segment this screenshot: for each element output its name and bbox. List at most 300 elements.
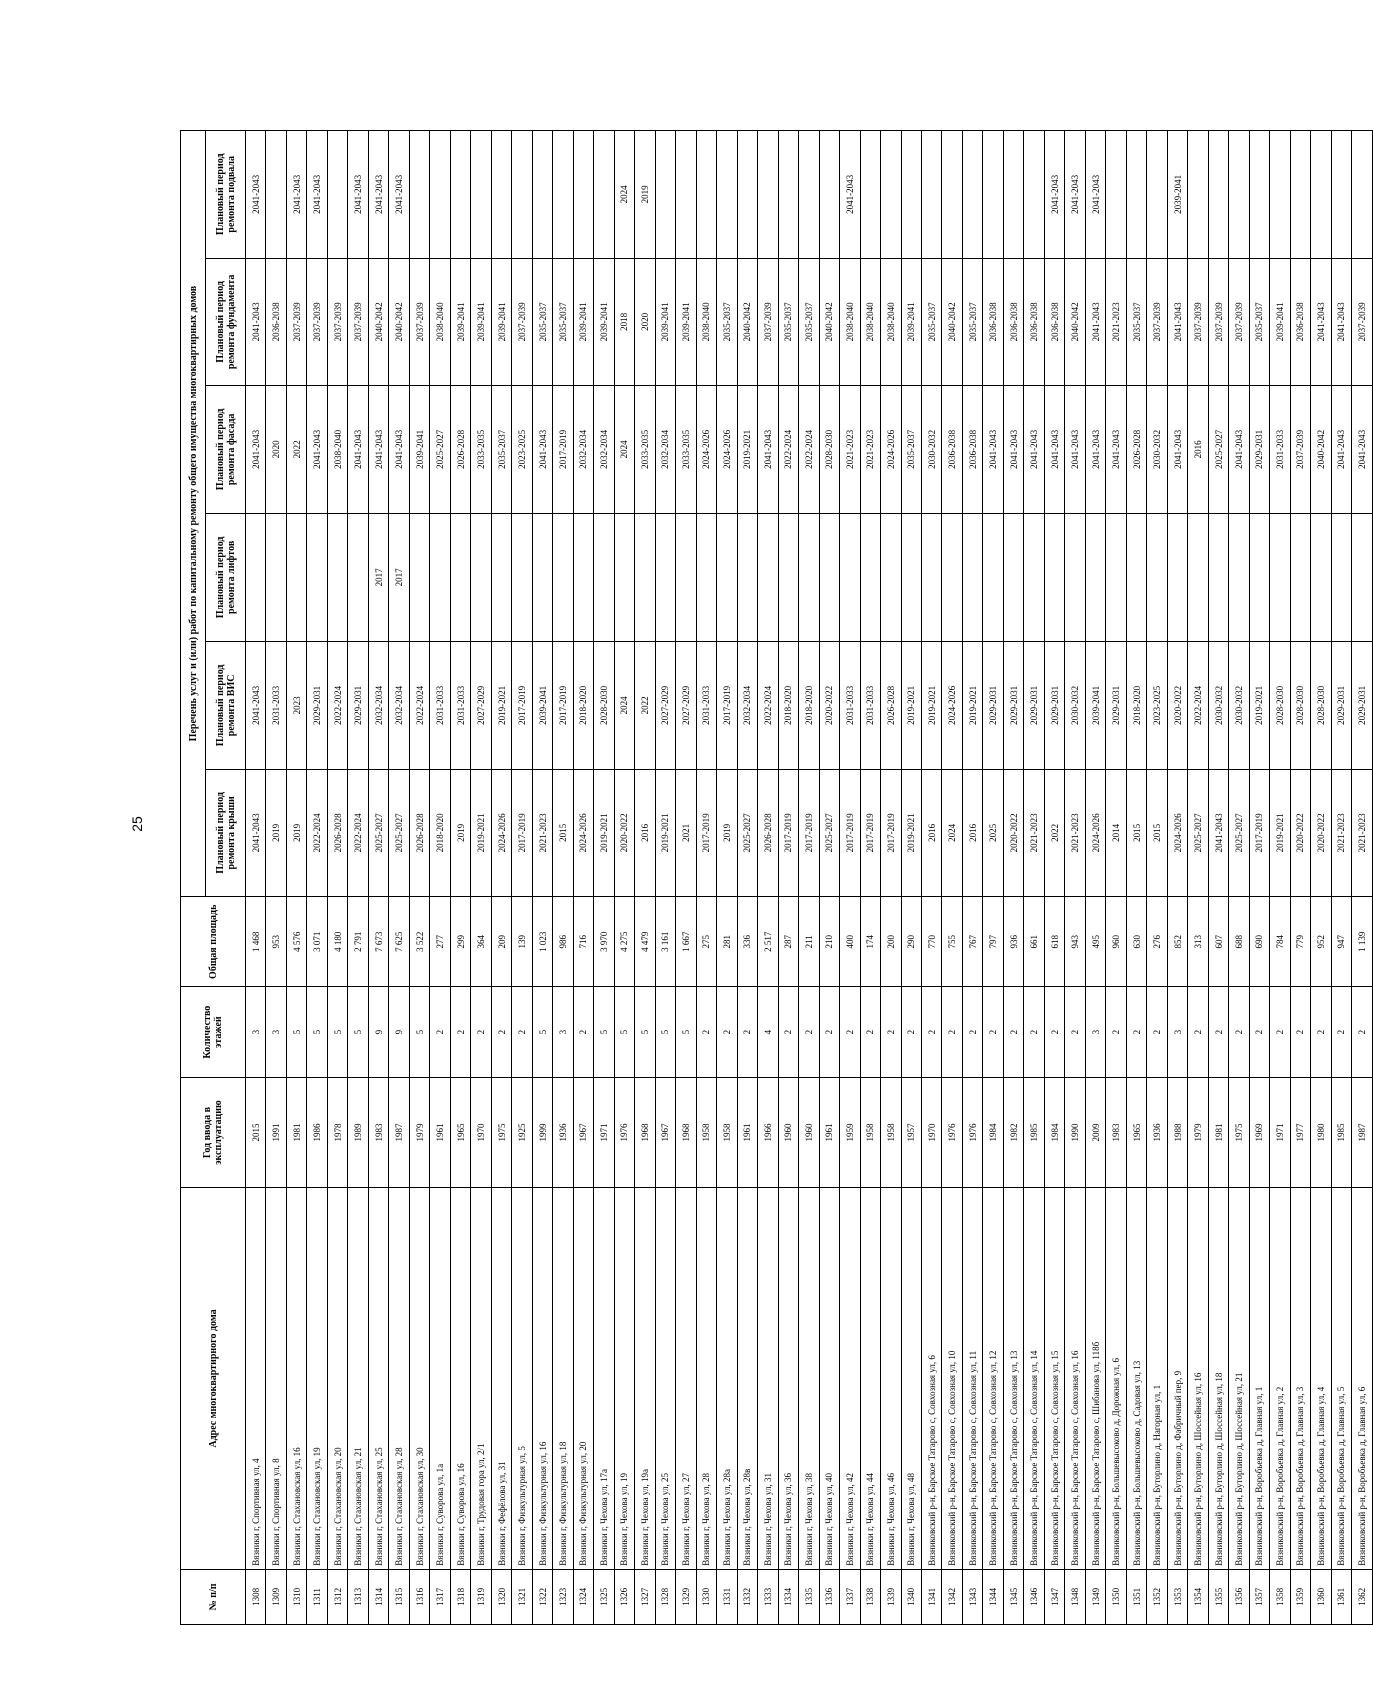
table-row xyxy=(286,131,306,1625)
row-lifts-period xyxy=(1126,513,1146,642)
row-facade-period: 2036-2038 xyxy=(942,386,962,514)
row-facade-period: 2041-2043 xyxy=(1085,386,1105,514)
header-floors: Количество этажей xyxy=(181,987,246,1077)
row-vis-period: 2031-2033 xyxy=(450,642,470,770)
row-number: 1358 xyxy=(1270,1569,1290,1624)
table-row xyxy=(696,131,716,1625)
row-address: Вязниковский р-н, Барское Татарово с, Совхозная ул, 6 xyxy=(921,1188,941,1570)
row-vis-period: 2019-2021 xyxy=(921,642,941,770)
row-address: Вязниковский р-н, Барское Татарово с, Совхозная ул, 15 xyxy=(1044,1188,1064,1570)
row-area: 960 xyxy=(1106,897,1126,987)
row-facade-period: 2025-2027 xyxy=(1208,386,1228,514)
table-row xyxy=(1106,131,1126,1625)
row-vis-period: 2029-2031 xyxy=(1044,642,1064,770)
row-foundation-period: 2037-2039 xyxy=(1208,258,1228,386)
row-basement-period xyxy=(532,131,552,259)
row-roof-period: 2019 xyxy=(286,769,306,897)
row-foundation-period: 2040-2042 xyxy=(942,258,962,386)
row-foundation-period: 2040-2042 xyxy=(737,258,757,386)
table-row xyxy=(1147,131,1167,1625)
row-year: 1969 xyxy=(1249,1077,1269,1187)
row-floors: 9 xyxy=(368,987,388,1077)
row-basement-period xyxy=(512,131,532,259)
row-address: Вязники г, Чехова ул, 36 xyxy=(778,1188,798,1570)
row-basement-period xyxy=(553,131,573,259)
row-facade-period: 2022-2024 xyxy=(778,386,798,514)
row-address: Вязники г, Чехова ул, 42 xyxy=(840,1188,860,1570)
row-floors: 5 xyxy=(327,987,347,1077)
row-basement-period: 2041-2043 xyxy=(389,131,409,259)
row-year: 1988 xyxy=(1167,1077,1187,1187)
row-basement-period xyxy=(409,131,429,259)
row-year: 2009 xyxy=(1085,1077,1105,1187)
row-address: Вязники г, Физкультурная ул, 20 xyxy=(573,1188,593,1570)
row-number: 1333 xyxy=(758,1569,778,1624)
header-basement: Плановый период ремонта подвала xyxy=(206,131,246,259)
row-number: 1360 xyxy=(1311,1569,1331,1624)
row-lifts-period xyxy=(409,513,429,642)
row-year: 1981 xyxy=(1208,1077,1228,1187)
row-floors: 2 xyxy=(696,987,716,1077)
row-address: Вязники г, Чехова ул, 25 xyxy=(655,1188,675,1570)
row-number: 1349 xyxy=(1085,1569,1105,1624)
row-foundation-period: 2039-2041 xyxy=(901,258,921,386)
row-facade-period: 2032-2034 xyxy=(655,386,675,514)
row-year: 1981 xyxy=(286,1077,306,1187)
row-address: Вязниковский р-н, Буторлино д, Шоссейная ул, 18 xyxy=(1208,1188,1228,1570)
row-roof-period: 2014 xyxy=(1106,769,1126,897)
row-floors: 2 xyxy=(1290,987,1310,1077)
table-row xyxy=(368,131,388,1625)
row-year: 1936 xyxy=(553,1077,573,1187)
row-facade-period: 2016 xyxy=(1188,386,1208,514)
table-row xyxy=(758,131,778,1625)
row-roof-period: 2020-2022 xyxy=(1290,769,1310,897)
row-lifts-period xyxy=(635,513,655,642)
row-lifts-period xyxy=(1188,513,1208,642)
row-year: 1970 xyxy=(921,1077,941,1187)
row-number: 1323 xyxy=(553,1569,573,1624)
row-basement-period xyxy=(450,131,470,259)
row-floors: 4 xyxy=(758,987,778,1077)
row-facade-period: 2041-2043 xyxy=(1065,386,1085,514)
row-floors: 2 xyxy=(1044,987,1064,1077)
row-roof-period: 2025-2027 xyxy=(368,769,388,897)
row-floors: 2 xyxy=(1065,987,1085,1077)
row-roof-period: 2024-2026 xyxy=(573,769,593,897)
row-foundation-period: 2039-2041 xyxy=(471,258,491,386)
row-lifts-period: 2017 xyxy=(368,513,388,642)
row-lifts-period xyxy=(1270,513,1290,642)
row-vis-period: 2019-2021 xyxy=(491,642,511,770)
row-facade-period: 2041-2043 xyxy=(1167,386,1187,514)
row-year: 1983 xyxy=(1106,1077,1126,1187)
row-lifts-period xyxy=(327,513,347,642)
row-year: 1979 xyxy=(409,1077,429,1187)
row-area: 4 479 xyxy=(635,897,655,987)
row-address: Вязники г, Спортивная ул, 4 xyxy=(246,1188,266,1570)
row-vis-period: 2029-2031 xyxy=(1352,642,1372,770)
row-foundation-period: 2035-2037 xyxy=(553,258,573,386)
row-area: 211 xyxy=(799,897,819,987)
row-area: 779 xyxy=(1290,897,1310,987)
row-lifts-period xyxy=(430,513,450,642)
row-basement-period xyxy=(1147,131,1167,259)
row-foundation-period: 2039-2041 xyxy=(676,258,696,386)
row-area: 4 576 xyxy=(286,897,306,987)
row-floors: 2 xyxy=(819,987,839,1077)
row-address: Вязники г, Физкультурная ул, 18 xyxy=(553,1188,573,1570)
row-area: 3 970 xyxy=(594,897,614,987)
row-basement-period xyxy=(1229,131,1249,259)
row-lifts-period xyxy=(573,513,593,642)
row-roof-period: 2016 xyxy=(921,769,941,897)
row-foundation-period: 2041-2043 xyxy=(1085,258,1105,386)
row-facade-period: 2041-2043 xyxy=(389,386,409,514)
row-number: 1334 xyxy=(778,1569,798,1624)
table-row xyxy=(676,131,696,1625)
row-roof-period: 2017-2019 xyxy=(512,769,532,897)
row-lifts-period xyxy=(1167,513,1187,642)
row-foundation-period: 2039-2041 xyxy=(491,258,511,386)
row-vis-period: 2017-2019 xyxy=(553,642,573,770)
row-foundation-period: 2037-2039 xyxy=(307,258,327,386)
row-address: Вязники г, Стахановская ул, 21 xyxy=(348,1188,368,1570)
row-address: Вязниковский р-н, Барское Татарово с, Совхозная ул, 11 xyxy=(962,1188,982,1570)
header-foundation: Плановый период ремонта фундамента xyxy=(206,258,246,386)
row-roof-period: 2022-2024 xyxy=(348,769,368,897)
row-facade-period: 2019-2021 xyxy=(737,386,757,514)
row-foundation-period: 2041-2043 xyxy=(1331,258,1351,386)
row-address: Вязники г, Чехова ул, 19 xyxy=(614,1188,634,1570)
row-basement-period: 2041-2043 xyxy=(1065,131,1085,259)
row-floors: 2 xyxy=(512,987,532,1077)
row-area: 313 xyxy=(1188,897,1208,987)
row-lifts-period xyxy=(471,513,491,642)
row-year: 1980 xyxy=(1311,1077,1331,1187)
row-lifts-period xyxy=(1290,513,1310,642)
row-roof-period: 2017-2019 xyxy=(860,769,880,897)
table-row xyxy=(1208,131,1228,1625)
row-year: 1961 xyxy=(430,1077,450,1187)
row-area: 400 xyxy=(840,897,860,987)
row-number: 1335 xyxy=(799,1569,819,1624)
row-year: 1958 xyxy=(696,1077,716,1187)
header-number: № п/п xyxy=(181,1569,246,1624)
row-floors: 2 xyxy=(573,987,593,1077)
row-area: 336 xyxy=(737,897,757,987)
row-year: 1967 xyxy=(655,1077,675,1187)
row-vis-period: 2024 xyxy=(614,642,634,770)
row-roof-period: 2021-2023 xyxy=(532,769,552,897)
row-roof-period: 2017-2019 xyxy=(881,769,901,897)
row-lifts-period xyxy=(1024,513,1044,642)
row-foundation-period: 2035-2037 xyxy=(921,258,941,386)
row-area: 690 xyxy=(1249,897,1269,987)
row-facade-period: 2026-2028 xyxy=(450,386,470,514)
row-number: 1311 xyxy=(307,1569,327,1624)
row-facade-period: 2040-2042 xyxy=(1311,386,1331,514)
row-number: 1344 xyxy=(983,1569,1003,1624)
row-floors: 2 xyxy=(881,987,901,1077)
row-number: 1319 xyxy=(471,1569,491,1624)
row-vis-period: 2030-2032 xyxy=(1065,642,1085,770)
row-foundation-period: 2040-2042 xyxy=(389,258,409,386)
table-row xyxy=(430,131,450,1625)
row-year: 1984 xyxy=(983,1077,1003,1187)
row-roof-period: 2026-2028 xyxy=(409,769,429,897)
row-vis-period: 2023 xyxy=(286,642,306,770)
row-number: 1352 xyxy=(1147,1569,1167,1624)
row-facade-period: 2033-2035 xyxy=(676,386,696,514)
row-roof-period: 2025-2027 xyxy=(737,769,757,897)
row-year: 1975 xyxy=(1229,1077,1249,1187)
row-roof-period: 2021-2023 xyxy=(1352,769,1372,897)
row-lifts-period xyxy=(553,513,573,642)
row-number: 1328 xyxy=(655,1569,675,1624)
row-vis-period: 2039-2041 xyxy=(532,642,552,770)
row-floors: 2 xyxy=(430,987,450,1077)
table-row xyxy=(1167,131,1187,1625)
row-number: 1318 xyxy=(450,1569,470,1624)
row-vis-period: 2018-2020 xyxy=(573,642,593,770)
row-vis-period: 2032-2034 xyxy=(368,642,388,770)
row-basement-period xyxy=(1249,131,1269,259)
row-area: 209 xyxy=(491,897,511,987)
row-number: 1313 xyxy=(348,1569,368,1624)
row-number: 1332 xyxy=(737,1569,757,1624)
row-area: 797 xyxy=(983,897,1003,987)
row-foundation-period: 2040-2042 xyxy=(819,258,839,386)
row-lifts-period xyxy=(676,513,696,642)
row-address: Вязники г, Стахановская ул, 25 xyxy=(368,1188,388,1570)
row-area: 210 xyxy=(819,897,839,987)
table-row xyxy=(1085,131,1105,1625)
row-address: Вязники г, Чехова ул, 31 xyxy=(758,1188,778,1570)
header-address: Адрес многоквартирного дома xyxy=(181,1188,246,1570)
row-area: 4 180 xyxy=(327,897,347,987)
row-roof-period: 2025-2027 xyxy=(819,769,839,897)
row-area: 947 xyxy=(1331,897,1351,987)
header-facade: Плановый период ремонта фасада xyxy=(206,386,246,514)
row-number: 1330 xyxy=(696,1569,716,1624)
table-row xyxy=(1352,131,1372,1625)
row-basement-period xyxy=(778,131,798,259)
row-basement-period xyxy=(962,131,982,259)
row-number: 1350 xyxy=(1106,1569,1126,1624)
row-basement-period: 2024 xyxy=(614,131,634,259)
row-foundation-period: 2035-2037 xyxy=(532,258,552,386)
row-number: 1347 xyxy=(1044,1569,1064,1624)
row-number: 1341 xyxy=(921,1569,941,1624)
row-year: 1986 xyxy=(307,1077,327,1187)
row-vis-period: 2030-2032 xyxy=(1229,642,1249,770)
row-basement-period xyxy=(1126,131,1146,259)
row-area: 3 071 xyxy=(307,897,327,987)
row-floors: 3 xyxy=(553,987,573,1077)
row-area: 287 xyxy=(778,897,798,987)
row-year: 1976 xyxy=(614,1077,634,1187)
row-roof-period: 2019-2021 xyxy=(1270,769,1290,897)
row-floors: 5 xyxy=(532,987,552,1077)
row-lifts-period xyxy=(266,513,286,642)
row-foundation-period: 2041-2043 xyxy=(1311,258,1331,386)
row-year: 1958 xyxy=(881,1077,901,1187)
row-vis-period: 2028-2030 xyxy=(594,642,614,770)
row-year: 1958 xyxy=(717,1077,737,1187)
row-roof-period: 2021-2023 xyxy=(1024,769,1044,897)
row-lifts-period xyxy=(450,513,470,642)
row-basement-period xyxy=(860,131,880,259)
row-facade-period: 2041-2043 xyxy=(758,386,778,514)
row-lifts-period xyxy=(1331,513,1351,642)
row-year: 1989 xyxy=(348,1077,368,1187)
row-foundation-period: 2040-2042 xyxy=(1065,258,1085,386)
row-roof-period: 2015 xyxy=(1147,769,1167,897)
row-year: 1984 xyxy=(1044,1077,1064,1187)
table-row xyxy=(778,131,798,1625)
row-roof-period: 2022 xyxy=(1044,769,1064,897)
row-basement-period xyxy=(491,131,511,259)
row-facade-period: 2021-2023 xyxy=(840,386,860,514)
table-row xyxy=(327,131,347,1625)
row-floors: 3 xyxy=(246,987,266,1077)
table-row xyxy=(553,131,573,1625)
row-vis-period: 2030-2032 xyxy=(1208,642,1228,770)
row-address: Вязники г, Стахановская ул, 16 xyxy=(286,1188,306,1570)
row-basement-period xyxy=(1352,131,1372,259)
row-area: 607 xyxy=(1208,897,1228,987)
row-roof-period: 2021-2023 xyxy=(1065,769,1085,897)
row-foundation-period: 2035-2037 xyxy=(717,258,737,386)
row-foundation-period: 2040-2042 xyxy=(368,258,388,386)
row-foundation-period: 2037-2039 xyxy=(1147,258,1167,386)
row-vis-period: 2031-2033 xyxy=(696,642,716,770)
row-vis-period: 2029-2031 xyxy=(1003,642,1023,770)
row-facade-period: 2030-2032 xyxy=(921,386,941,514)
row-basement-period: 2041-2043 xyxy=(246,131,266,259)
row-roof-period: 2020-2022 xyxy=(1311,769,1331,897)
row-vis-period: 2018-2020 xyxy=(799,642,819,770)
row-vis-period: 2022-2024 xyxy=(1188,642,1208,770)
row-number: 1348 xyxy=(1065,1569,1085,1624)
row-facade-period: 2033-2035 xyxy=(635,386,655,514)
row-year: 1936 xyxy=(1147,1077,1167,1187)
row-roof-period: 2016 xyxy=(635,769,655,897)
row-address: Вязники г, Стахановская ул, 30 xyxy=(409,1188,429,1570)
row-area: 755 xyxy=(942,897,962,987)
row-area: 1 468 xyxy=(246,897,266,987)
row-year: 1960 xyxy=(778,1077,798,1187)
row-year: 1999 xyxy=(532,1077,552,1187)
row-basement-period xyxy=(696,131,716,259)
row-roof-period: 2021-2023 xyxy=(1331,769,1351,897)
table-row xyxy=(348,131,368,1625)
table-row xyxy=(1249,131,1269,1625)
row-address: Вязники г, Суворова ул, 16 xyxy=(450,1188,470,1570)
table-row xyxy=(1044,131,1064,1625)
row-address: Вязниковский р-н, Большевысоково д, Дорожная ул, 6 xyxy=(1106,1188,1126,1570)
row-floors: 2 xyxy=(1352,987,1372,1077)
row-basement-period: 2041-2043 xyxy=(840,131,860,259)
row-roof-period: 2025-2027 xyxy=(1188,769,1208,897)
row-address: Вязники г, Суворова ул, 1а xyxy=(430,1188,450,1570)
row-vis-period: 2029-2031 xyxy=(1331,642,1351,770)
row-number: 1309 xyxy=(266,1569,286,1624)
row-foundation-period: 2037-2039 xyxy=(348,258,368,386)
row-foundation-period: 2038-2040 xyxy=(881,258,901,386)
row-foundation-period: 2036-2038 xyxy=(1290,258,1310,386)
table-row xyxy=(1331,131,1351,1625)
row-address: Вязниковский р-н, Барское Татарово с, Совхозная ул, 16 xyxy=(1065,1188,1085,1570)
row-address: Вязники г, Чехова ул, 27 xyxy=(676,1188,696,1570)
row-floors: 2 xyxy=(1249,987,1269,1077)
row-year: 1990 xyxy=(1065,1077,1085,1187)
row-foundation-period: 2038-2040 xyxy=(696,258,716,386)
row-floors: 5 xyxy=(409,987,429,1077)
row-floors: 2 xyxy=(1188,987,1208,1077)
row-facade-period: 2035-2037 xyxy=(901,386,921,514)
row-basement-period xyxy=(1290,131,1310,259)
row-facade-period: 2032-2034 xyxy=(573,386,593,514)
row-vis-period: 2027-2029 xyxy=(655,642,675,770)
table-row xyxy=(901,131,921,1625)
header-area: Общая площадь xyxy=(181,897,246,987)
row-facade-period: 2041-2043 xyxy=(1003,386,1023,514)
row-vis-period: 2024-2026 xyxy=(942,642,962,770)
row-lifts-period xyxy=(717,513,737,642)
row-vis-period: 2019-2021 xyxy=(901,642,921,770)
row-area: 281 xyxy=(717,897,737,987)
row-basement-period xyxy=(1208,131,1228,259)
row-vis-period: 2032-2034 xyxy=(737,642,757,770)
row-vis-period: 2017-2019 xyxy=(512,642,532,770)
row-basement-period xyxy=(1311,131,1331,259)
row-facade-period: 2041-2043 xyxy=(1044,386,1064,514)
table-row xyxy=(799,131,819,1625)
row-year: 1991 xyxy=(266,1077,286,1187)
row-basement-period: 2039-2041 xyxy=(1167,131,1187,259)
row-roof-period: 2021 xyxy=(676,769,696,897)
row-roof-period: 2015 xyxy=(1126,769,1146,897)
row-number: 1327 xyxy=(635,1569,655,1624)
row-area: 2 791 xyxy=(348,897,368,987)
row-facade-period: 2028-2030 xyxy=(819,386,839,514)
row-foundation-period: 2037-2039 xyxy=(512,258,532,386)
row-facade-period: 2036-2038 xyxy=(962,386,982,514)
row-lifts-period xyxy=(901,513,921,642)
row-number: 1312 xyxy=(327,1569,347,1624)
row-floors: 2 xyxy=(1126,987,1146,1077)
row-lifts-period xyxy=(286,513,306,642)
row-foundation-period: 2039-2041 xyxy=(573,258,593,386)
row-year: 1968 xyxy=(635,1077,655,1187)
row-basement-period xyxy=(1024,131,1044,259)
row-number: 1310 xyxy=(286,1569,306,1624)
row-address: Вязниковский р-н, Воробьевка д, Главная ул, 3 xyxy=(1290,1188,1310,1570)
row-basement-period: 2041-2043 xyxy=(1085,131,1105,259)
row-number: 1326 xyxy=(614,1569,634,1624)
row-floors: 3 xyxy=(266,987,286,1077)
table-row xyxy=(1126,131,1146,1625)
row-year: 1977 xyxy=(1290,1077,1310,1187)
row-floors: 2 xyxy=(1311,987,1331,1077)
row-year: 1978 xyxy=(327,1077,347,1187)
row-floors: 2 xyxy=(1024,987,1044,1077)
table-row xyxy=(962,131,982,1625)
row-area: 1 023 xyxy=(532,897,552,987)
row-address: Вязниковский р-н, Буторлино д, Нагорная ул, 1 xyxy=(1147,1188,1167,1570)
